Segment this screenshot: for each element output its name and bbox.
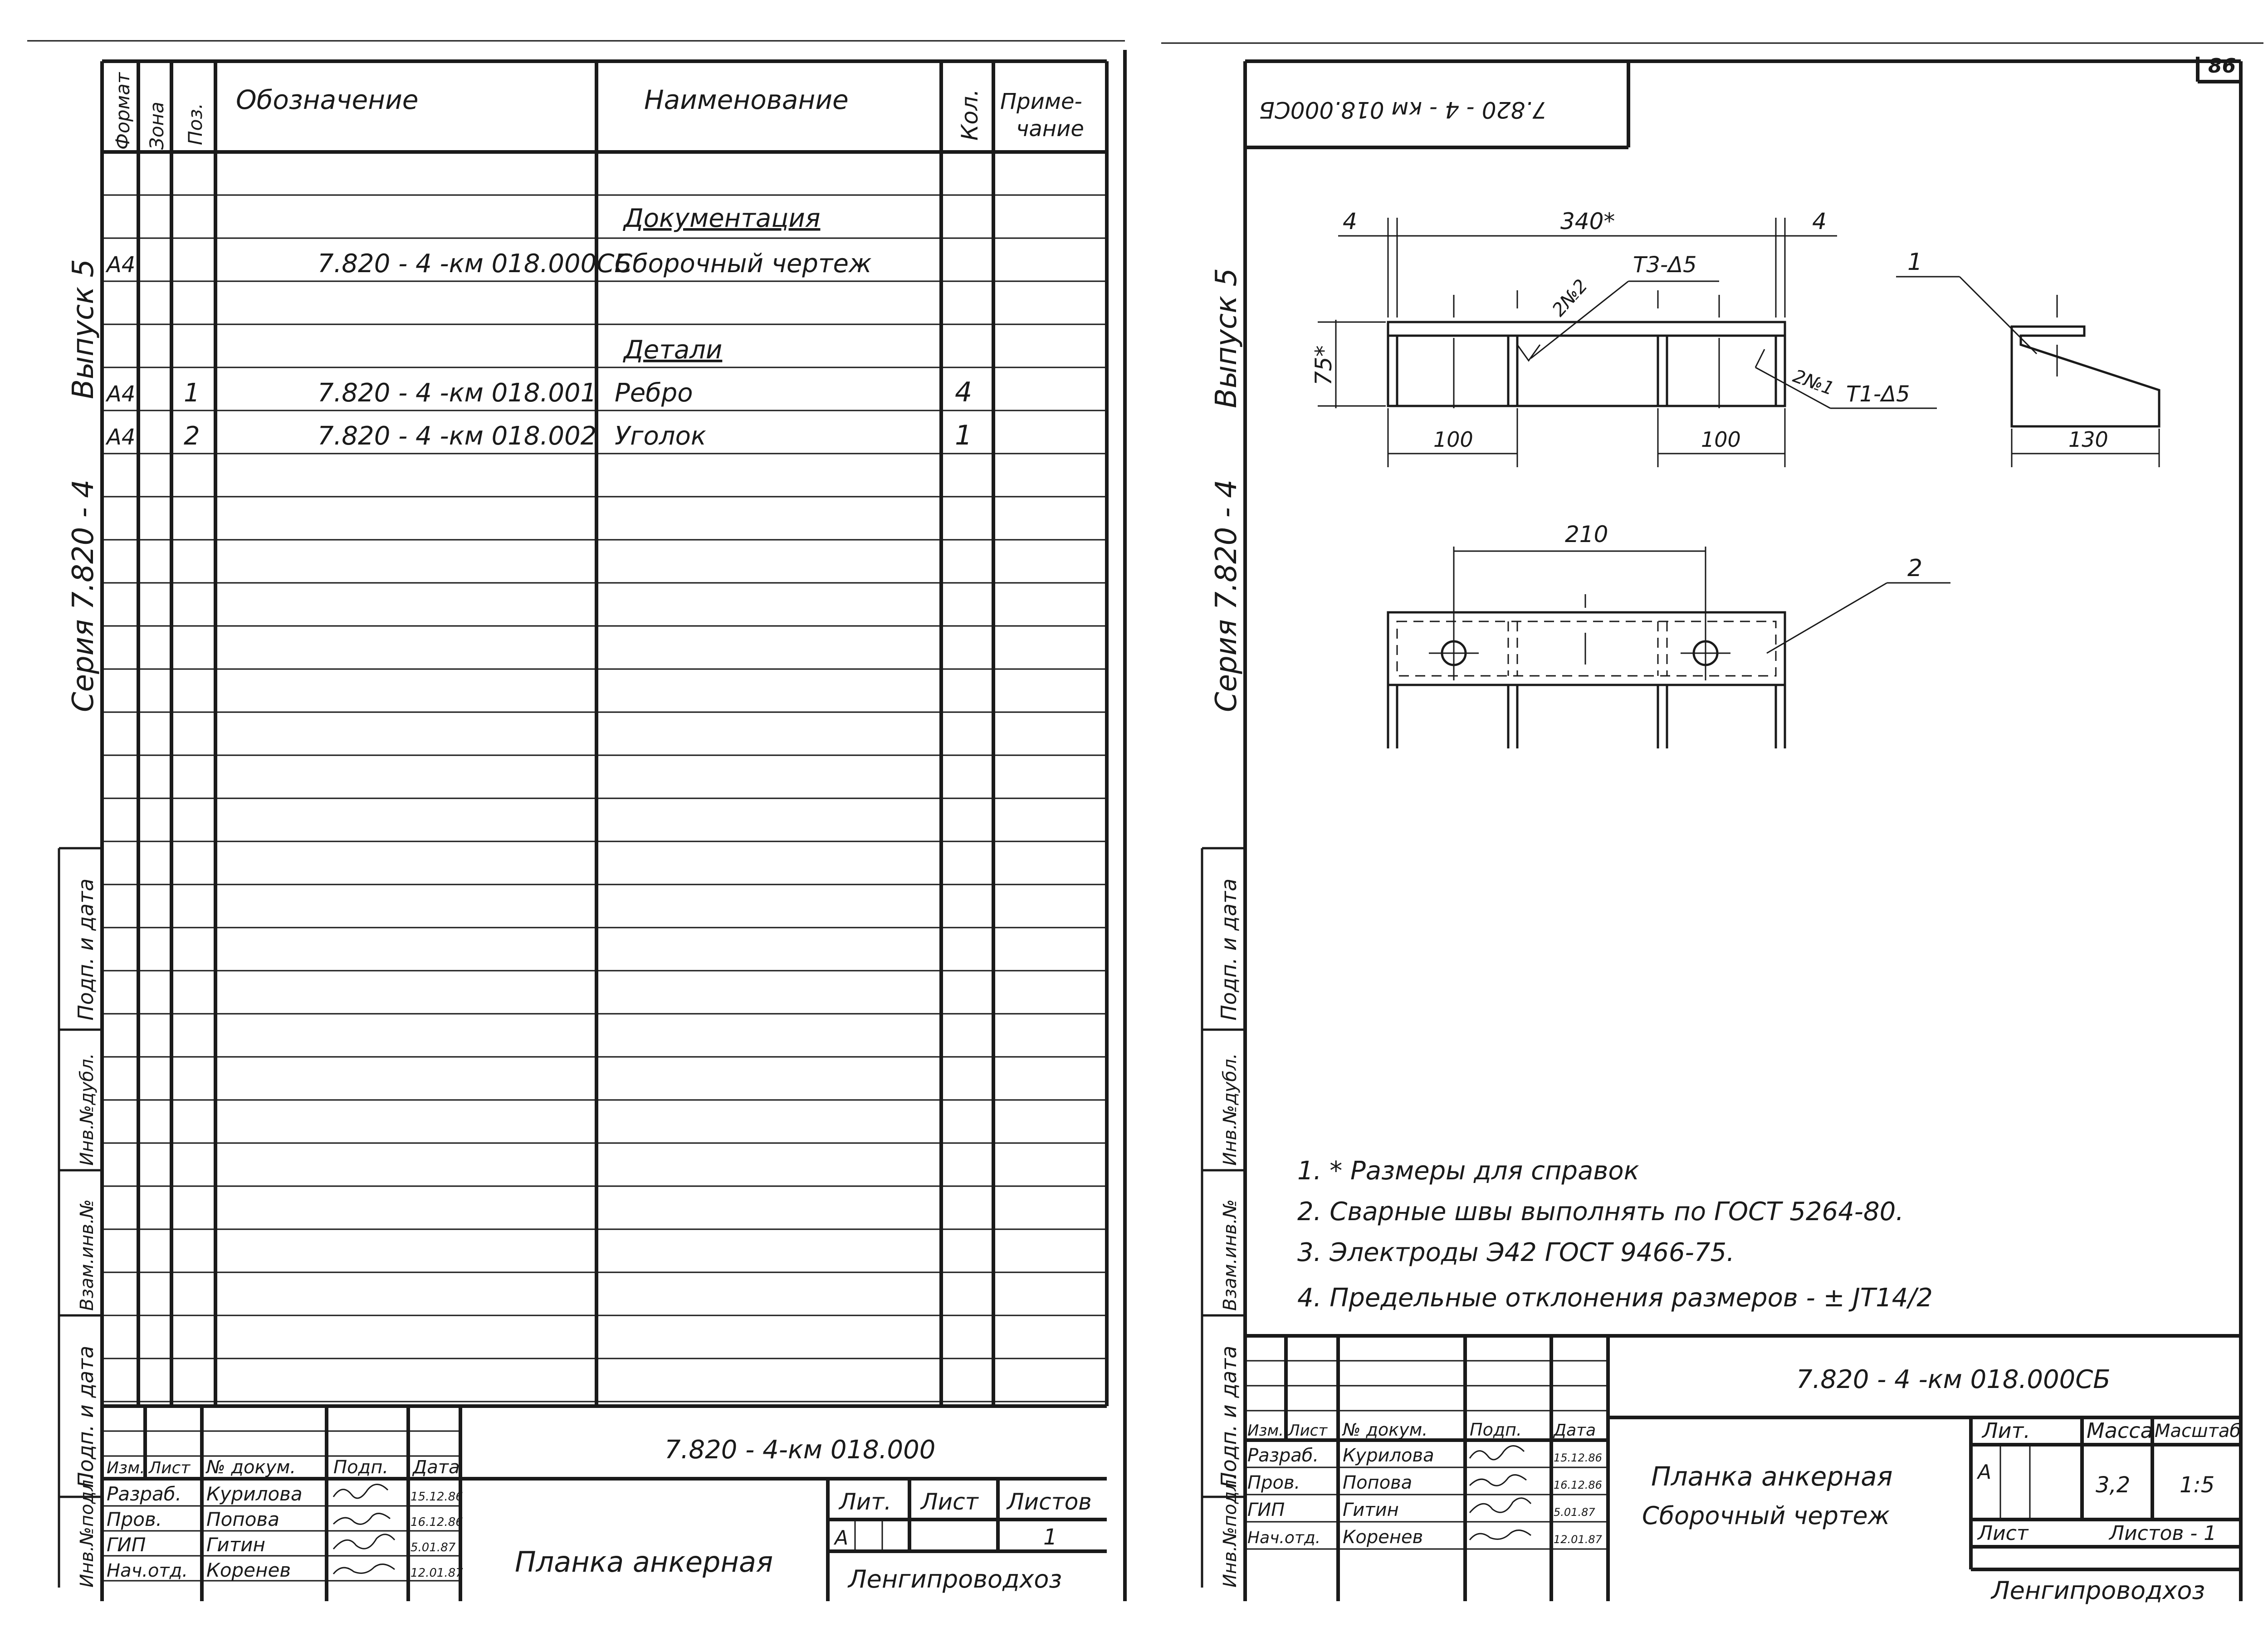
left-title: Планка анкерная xyxy=(515,1545,773,1578)
tb-person: Коренев xyxy=(1343,1527,1423,1548)
callout-2: 2 xyxy=(1907,555,1923,582)
notes xyxy=(1297,1156,1933,1313)
right-stamp-label-1: Подп. и дата xyxy=(1217,878,1241,1021)
right-stamp-label-3: Взам.инв.№ xyxy=(1220,1199,1241,1311)
mirrored-code: 7.820 - 4 - км 018.000СБ xyxy=(1259,97,1547,123)
tb-col-izm: Изм. xyxy=(1247,1422,1284,1440)
tb-col-date: Дата xyxy=(413,1457,460,1478)
dim-side: 130 xyxy=(2068,427,2108,452)
tb-date: 16.12.86 xyxy=(411,1515,463,1529)
dim-left-gap: 4 xyxy=(1343,208,1357,235)
tb-person: Гитин xyxy=(206,1534,265,1556)
col-header-note-2: чание xyxy=(1016,116,1084,142)
left-stamp-label-4: Подп. и дата xyxy=(73,1345,98,1488)
callout-1: 1 xyxy=(1907,249,1923,276)
weld-1-spec: Т3-Δ5 xyxy=(1633,252,1697,278)
tb-person: Курилова xyxy=(206,1483,303,1505)
col-header-designation: Обозначение xyxy=(236,84,419,115)
tb-lit-label: Лит. xyxy=(839,1489,892,1515)
mirrored-code-box xyxy=(1245,61,1628,147)
left-doc-code: 7.820 - 4-км 018.000 xyxy=(665,1435,936,1465)
dim-height: 75* xyxy=(1310,345,1337,386)
left-sheet xyxy=(27,41,1125,1601)
weld-2-label: 2№1 xyxy=(1790,366,1837,400)
dim-bottom-right: 100 xyxy=(1701,427,1741,452)
note-1: 1. * Размеры для справок xyxy=(1297,1156,1639,1186)
tb-col-sign: Подп. xyxy=(333,1457,389,1478)
left-vypusk-label: Выпуск 5 xyxy=(67,259,100,399)
right-org: Ленгипроводхоз xyxy=(1991,1576,2205,1605)
signature-scribble xyxy=(333,1485,388,1499)
note-4: 4. Предельные отклонения размеров - ± JT14/2 xyxy=(1297,1283,1933,1313)
plan-view xyxy=(1388,521,1950,748)
col-header-name: Наименование xyxy=(644,84,849,115)
tb-role: Разраб. xyxy=(107,1483,182,1505)
tb-scale-value: 1:5 xyxy=(2180,1472,2215,1498)
right-seriya-label: Серия 7.820 - 4 xyxy=(1210,479,1243,712)
right-vypusk-label: Выпуск 5 xyxy=(1210,268,1243,408)
tb-date: 12.01.87 xyxy=(1554,1533,1602,1546)
tb-date: 5.01.87 xyxy=(1554,1506,1595,1519)
tb-date: 16.12.86 xyxy=(1554,1479,1602,1491)
right-title-line2: Сборочный чертеж xyxy=(1642,1501,1890,1530)
tb-col-izm: Изм. xyxy=(107,1459,145,1477)
left-seriya-label: Серия 7.820 - 4 xyxy=(67,479,100,712)
side-view xyxy=(1896,249,2159,467)
left-stamp-label-2: Инв.№дубл. xyxy=(77,1053,98,1166)
signature-scribble xyxy=(1470,1498,1531,1513)
tb-date: 12.01.87 xyxy=(411,1566,463,1580)
tb-col-sign: Подп. xyxy=(1470,1420,1522,1440)
left-side-stamp xyxy=(59,848,102,1588)
right-stamp-label-2: Инв.№дубл. xyxy=(1220,1053,1241,1166)
tb-role: Пров. xyxy=(107,1508,162,1530)
tb-col-doc: № докум. xyxy=(206,1457,296,1478)
tb-sheet-label: Лист xyxy=(921,1489,978,1515)
section-parts: Детали xyxy=(624,335,723,365)
left-stamp-label-3: Взам.инв.№ xyxy=(77,1199,98,1311)
dim-bottom-left: 100 xyxy=(1433,427,1473,452)
tb-lit-value: А xyxy=(1978,1461,1992,1484)
tb-role: Пров. xyxy=(1247,1472,1300,1493)
row-format: А4 xyxy=(107,425,136,450)
tb-date: 15.12.86 xyxy=(1554,1451,1602,1464)
tb-col-list: Лист xyxy=(149,1459,191,1477)
row-designation: 7.820 - 4 -км 018.002 xyxy=(318,421,597,451)
tb-mass-label: Масса xyxy=(2087,1418,2153,1443)
section-documentation: Документация xyxy=(624,204,821,233)
tb-person: Попова xyxy=(1343,1472,1413,1493)
dim-right-gap: 4 xyxy=(1812,208,1827,235)
row-name: Уголок xyxy=(615,421,706,451)
tb-role: ГИП xyxy=(1247,1500,1285,1520)
row-designation: 7.820 - 4 -км 018.000СБ xyxy=(318,249,632,279)
row-qty: 1 xyxy=(955,420,973,451)
left-title-block xyxy=(102,1406,1107,1601)
row-pos: 1 xyxy=(184,378,200,408)
tb-person: Курилова xyxy=(1343,1445,1434,1466)
tb-sheets-label: Листов - 1 xyxy=(2109,1522,2217,1545)
tb-role: Разраб. xyxy=(1247,1445,1319,1466)
tb-lit-label: Лит. xyxy=(1982,1418,2030,1443)
signature-scribble xyxy=(333,1564,395,1574)
weld-1-label: 2№2 xyxy=(1548,275,1592,321)
tb-date: 15.12.86 xyxy=(411,1490,463,1504)
tb-role: Нач.отд. xyxy=(1247,1529,1321,1547)
tb-role: Нач.отд. xyxy=(107,1560,188,1581)
row-qty: 4 xyxy=(955,376,973,408)
col-header-zone: Зона xyxy=(146,102,168,150)
row-format: А4 xyxy=(107,252,136,278)
col-header-pos: Поз. xyxy=(184,103,206,145)
right-stamp-label-4: Подп. и дата xyxy=(1217,1345,1241,1488)
row-designation: 7.820 - 4 -км 018.001 xyxy=(318,378,597,408)
tb-role: ГИП xyxy=(107,1534,146,1556)
signature-scribble xyxy=(1470,1530,1531,1540)
front-view xyxy=(1310,208,1937,467)
left-stamp-label-1: Подп. и дата xyxy=(73,878,98,1021)
tb-lit-value: А xyxy=(835,1526,849,1549)
signature-scribble xyxy=(333,1514,390,1525)
dim-holes: 210 xyxy=(1565,521,1608,547)
tb-col-doc: № докум. xyxy=(1343,1420,1428,1440)
row-pos: 2 xyxy=(184,421,200,451)
signature-scribble xyxy=(1470,1475,1526,1486)
dim-top: 340* xyxy=(1560,208,1615,235)
right-side-stamp xyxy=(1202,848,1245,1588)
tb-person: Попова xyxy=(206,1508,279,1530)
signature-scribble xyxy=(333,1534,395,1549)
tb-sheet-label: Лист xyxy=(1978,1522,2028,1545)
tb-sheets-value: 1 xyxy=(1043,1525,1057,1550)
spec-row-angle xyxy=(105,420,972,451)
right-stamp-label-5: Инв.№подл. xyxy=(1220,1474,1241,1588)
tb-person: Гитин xyxy=(1343,1500,1399,1520)
spec-row-assembly xyxy=(105,249,871,279)
right-doc-code: 7.820 - 4 -км 018.000СБ xyxy=(1796,1365,2111,1394)
right-sheet xyxy=(1161,43,2263,1605)
spec-row-rib xyxy=(105,376,972,408)
sheet-number: 86 xyxy=(2208,54,2236,78)
row-name: Ребро xyxy=(615,378,693,408)
tb-scale-label: Масштаб xyxy=(2155,1421,2241,1442)
tb-date: 5.01.87 xyxy=(411,1541,456,1554)
tb-mass-value: 3,2 xyxy=(2096,1472,2131,1498)
note-2: 2. Сварные швы выполнять по ГОСТ 5264-80. xyxy=(1297,1197,1904,1227)
tb-col-list: Лист xyxy=(1288,1422,1328,1440)
tb-sheets-label: Листов xyxy=(1007,1489,1092,1515)
right-title-line1: Планка анкерная xyxy=(1651,1461,1893,1492)
signature-scribble xyxy=(1470,1446,1524,1460)
left-stamp-label-5: Инв.№подл. xyxy=(77,1474,98,1588)
row-name: Сборочный чертеж xyxy=(615,249,872,279)
left-org: Ленгипроводхоз xyxy=(848,1565,1062,1593)
col-header-qty: Кол. xyxy=(957,89,983,141)
col-header-note: Приме- xyxy=(1000,89,1082,114)
tb-col-date: Дата xyxy=(1554,1421,1596,1440)
row-format: А4 xyxy=(107,381,136,407)
col-header-format: Формат xyxy=(112,72,134,150)
right-title-block xyxy=(1245,1336,2241,1605)
weld-2-spec: Т1-Δ5 xyxy=(1846,381,1910,407)
tb-person: Коренев xyxy=(206,1559,291,1581)
note-3: 3. Электроды Э42 ГОСТ 9466-75. xyxy=(1297,1238,1735,1267)
